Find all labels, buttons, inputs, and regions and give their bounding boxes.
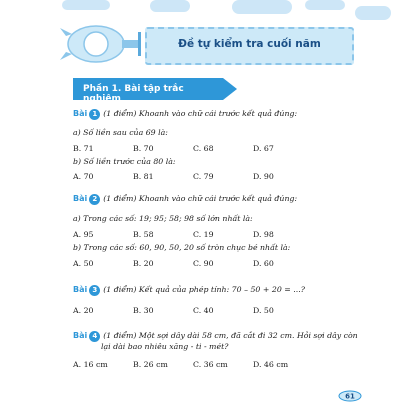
option[interactable]: D. 60	[253, 259, 274, 268]
option[interactable]: A. 16 cm	[73, 360, 108, 369]
option[interactable]: B. 26 cm	[133, 360, 168, 369]
question-1b-text: b) Số liền trước của 80 là:	[73, 157, 176, 166]
question-prompt: (1 điểm) Khoanh vào chữ cái trước kết quả đúng:	[103, 109, 298, 118]
question-2a-text: a) Trong các số: 19; 95; 58; 98 số lớn nhất là:	[73, 214, 253, 223]
option[interactable]: B. 71	[73, 144, 94, 153]
title-box	[145, 27, 354, 65]
option[interactable]: A. 20	[73, 306, 94, 315]
page-title: Đề tự kiểm tra cuối năm	[178, 38, 321, 50]
question-3	[73, 284, 305, 296]
cloud-decoration	[62, 0, 110, 10]
page-number: 61	[345, 392, 355, 401]
question-label: Bài	[73, 285, 88, 294]
option[interactable]: B. 70	[133, 144, 154, 153]
question-1	[73, 108, 297, 120]
question-prompt: (1 điểm) Khoanh vào chữ cái trước kết quả đúng:	[103, 194, 298, 203]
option[interactable]: B. 81	[133, 172, 154, 181]
option[interactable]: D. 50	[253, 306, 274, 315]
question-label: Bài	[73, 109, 88, 118]
question-number: 4	[89, 331, 100, 342]
option[interactable]: B. 58	[133, 230, 154, 239]
question-label: Bài	[73, 194, 88, 203]
question-label: Bài	[73, 331, 88, 340]
question-prompt-line2: lại dài bao nhiêu xăng - ti - mét?	[101, 342, 229, 351]
option[interactable]: B. 20	[133, 259, 154, 268]
option[interactable]: C. 68	[193, 144, 214, 153]
option[interactable]: D. 46 cm	[253, 360, 289, 369]
question-1a-text: a) Số liền sau của 69 là:	[73, 128, 168, 137]
option[interactable]: D. 90	[253, 172, 274, 181]
option[interactable]: A. 95	[73, 230, 94, 239]
option[interactable]: B. 30	[133, 306, 154, 315]
option[interactable]: C. 90	[193, 259, 214, 268]
question-prompt: (1 điểm) Kết quả của phép tính: 70 – 50 + 20 = ...?	[103, 285, 305, 294]
option[interactable]: D. 67	[253, 144, 274, 153]
question-prompt-line1: (1 điểm) Một sợi dây dài 58 cm, đã cắt đi 32 cm. Hỏi sợi dây còn	[103, 331, 358, 340]
option[interactable]: C. 79	[193, 172, 214, 181]
section-banner	[73, 78, 223, 104]
option[interactable]: A. 70	[73, 172, 94, 181]
option[interactable]: A. 50	[73, 259, 94, 268]
cloud-decoration	[355, 6, 391, 20]
airplane-illustration	[60, 22, 150, 66]
option[interactable]: D. 98	[253, 230, 274, 239]
option[interactable]: C. 36 cm	[193, 360, 228, 369]
banner-tip	[223, 78, 237, 100]
question-number: 2	[89, 194, 100, 205]
option[interactable]: C. 19	[193, 230, 214, 239]
cloud-decoration	[232, 0, 292, 14]
cloud-decoration	[150, 0, 190, 12]
question-4	[73, 330, 358, 342]
question-number: 1	[89, 109, 100, 120]
cloud-decoration	[305, 0, 345, 10]
section-title: Phần 1. Bài tập trắc nghiệm	[83, 84, 184, 104]
question-2b-text: b) Trong các số: 60, 90, 50, 20 số tròn chục bé nhất là:	[73, 243, 291, 252]
question-2	[73, 193, 297, 205]
question-number: 3	[89, 285, 100, 296]
option[interactable]: C. 40	[193, 306, 214, 315]
